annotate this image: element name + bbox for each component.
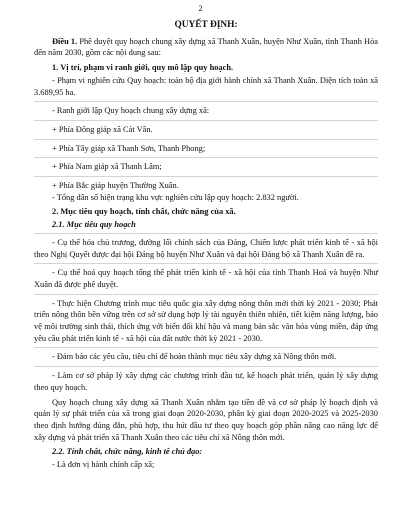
divider [34,120,378,121]
article-text: Phê duyệt quy hoạch chung xây dựng xã Thanh Xuân, huyện Như Xuân, tỉnh Thanh Hóa đến năm 2030, gồm các nội dung sau: [34,36,378,58]
goal-paragraph: - Đảm bảo các yêu cầu, tiêu chí để hoàn thành mục tiêu xây dựng xã Nông thôn mới. [52,352,337,362]
divider [34,366,378,367]
population-paragraph: - Tổng dân số hiện trạng khu vực nghiên cứu lập quy hoạch: 2.832 người. [52,192,299,202]
divider [34,347,378,348]
divider [34,139,378,140]
divider [34,176,378,177]
divider [34,101,378,102]
section-1-title: 1. Vị trí, phạm vi ranh giới, quy mô lập quy hoạch. [52,63,234,73]
article-label: Điều 1. [52,36,78,46]
subsection-2-1-title: 2.1. Mục tiêu quy hoạch [52,220,136,230]
function-paragraph: - Là đơn vị hành chính cấp xã; [52,460,155,470]
document-body [34,20,378,471]
scope-paragraph: - Phạm vi nghiên cứu Quy hoạch: toàn bộ địa giới hành chính xã Thanh Xuân. Diện tích toàn xã 3.689,95 ha. [34,75,378,97]
article-1 [34,36,378,59]
goal-paragraph: - Thực hiện Chương trình mục tiêu quốc gia xây dựng nông thôn mới thời kỳ 2021 - 2030; Phát triển nông thôn bền vững trên cơ sở sử dụng hợp lý tài nguyên thiên nhiên, tiết kiệm năng lượng, bảo vệ môi trường sinh thái, thích ứng với biến đổi khí hậu và mang bản sắc văn hóa vùng miền, đáp ứng yêu cầu phát triển kinh tế - xã hội của đất nước thời kỳ 2021 - 2030. [34,298,378,343]
goal-paragraph: - Làm cơ sở pháp lý xây dựng các chương trình đầu tư, kế hoạch phát triển, quản lý xây dựng theo quy hoạch. [34,371,378,392]
summary-paragraph: Quy hoạch chung xây dựng xã Thanh Xuân nhằm tạo tiền đề và cơ sở pháp lý hoạch định và quản lý sự phát triển của xã trong giai đoạn 2020-2030, phân kỳ giai đoạn 2020-2025 và 2025-2030 theo định hướng đúng đắn, phù hợp, thu hút đầu tư theo quy hoạch góp phần nâng cao năng lực để xây dựng và phát triển xã Thanh Xuân theo các tiêu chí xã Nông thôn mới. [34,397,378,442]
divider [34,294,378,295]
goal-paragraph: - Cụ thể hóa chủ trương, đường lối chính sách của Đảng, Chiến lược phát triển kinh tế - xã hội theo Nghị Quyết được đại hội Đảng bộ huyện Như Xuân và đại hội Đảng bộ xã Thanh Xuân đề ra. [34,237,378,259]
section-2-title: 2. Mục tiêu quy hoạch, tính chất, chức năng của xã. [52,207,236,217]
boundary-north: + Phía Bắc giáp huyện Thường Xuân. [52,181,179,191]
decision-heading: QUYẾT ĐỊNH: [174,20,238,30]
boundary-west: + Phía Tây giáp xã Thanh Sơn, Thanh Phong; [52,143,206,153]
boundary-intro: - Ranh giới lập Quy hoạch chung xây dựng xã: [52,106,210,116]
divider [34,263,378,264]
subsection-2-1-wrap [34,219,378,234]
page-number: 2 [198,3,203,13]
boundary-south: + Phía Nam giáp xã Thanh Lâm; [52,162,162,172]
divider [34,157,378,158]
boundary-east: + Phía Đông giáp xã Cát Vân. [52,124,153,134]
goal-paragraph: - Cụ thể hoá quy hoạch tổng thể phát triển kinh tế - xã hội của tỉnh Thanh Hoá và huyện Như Xuân đã được phê duyệt. [34,268,378,289]
subsection-2-2-title: 2.2. Tính chất, chức năng, kinh tế chủ đạo: [52,447,203,457]
